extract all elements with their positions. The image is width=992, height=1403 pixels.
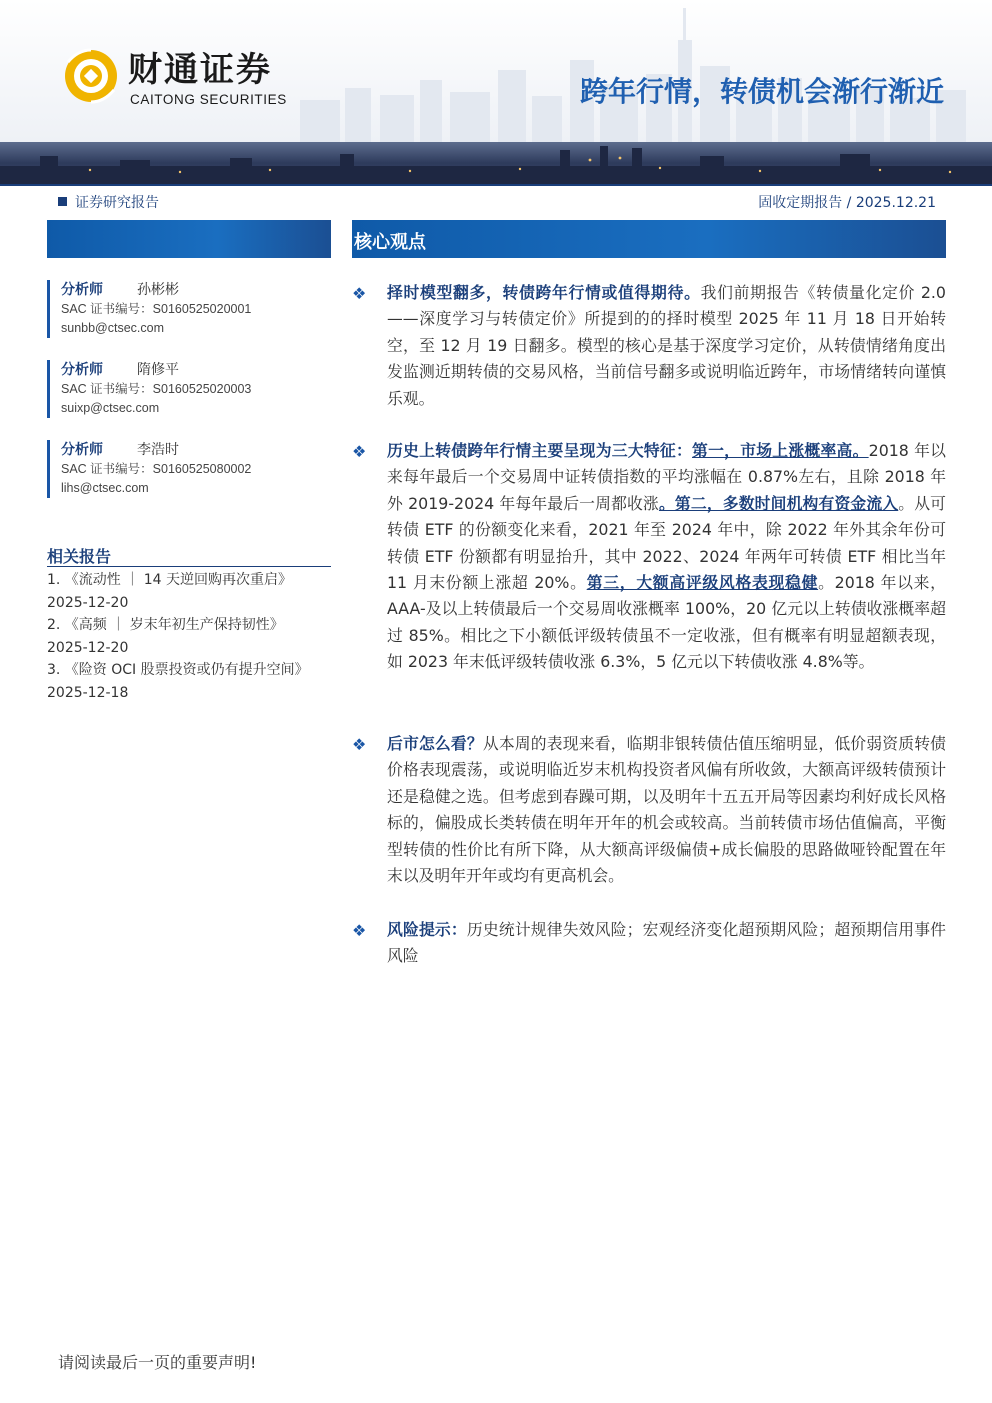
core-point-risk [352,917,946,970]
related-report-link[interactable]: 2. 《高频 ｜ 岁末年初生产保持韧性》 [47,617,284,633]
point-body: 从本周的表现来看，临期非银转债估值压缩明显，低价弱资质转债价格表现震荡，或说明临近岁末机构投资者风偏有所收敛，大额高评级转债预计还是稳健之选。但考虑到春躁可期，以及明年十五五开局等因素均利好成长风格标的，偏股成长类转债在明年开年的机会或较高。当前转债市场估值偏高，平衡型转债的性价比有所下降，从大额高评级偏债+成长偏股的思路做哑铃配置在年末以及明年开年或均有更高机会。 [387,734,946,886]
report-title: 跨年行情，转债机会渐行渐近 [579,75,944,108]
related-report-date: 2025-12-20 [47,639,129,656]
logo-name-en: CAITONG SECURITIES [130,92,287,107]
core-point-outlook [352,731,946,889]
analyst-email[interactable]: lihs@ctsec.com [61,481,149,495]
diamond-cluster-icon: ❖ [352,442,367,461]
sidebar-header-bar [47,220,331,258]
core-point-historical-features [352,438,946,676]
point-body: 。2018 年以来，AAA-及以上转债最后一个交易周收涨概率 100%，20 亿元以上转债收涨概率超过 85%。相比之下小额低评级转债虽不一定收涨，但有概率有明显超额表现，如 2023 年末低评级转债收涨 6.3%，5 亿元以下转债收涨 4.8%等。 [387,573,946,672]
analyst-name: 孙彬彬 [137,282,179,298]
analyst-name: 李浩时 [137,442,179,458]
analyst-name: 隋修平 [137,362,179,378]
caitong-coin-logo-icon [62,44,120,108]
core-section-bar [352,220,946,258]
diamond-cluster-icon: ❖ [352,735,367,754]
point-body: 历史统计规律失效风险；宏观经济变化超预期风险；超预期信用事件风险 [387,920,946,966]
report-category-label: 证券研究报告 [75,195,159,211]
related-reports-list [47,569,331,704]
core-point-timing-model [352,280,946,412]
report-type-date: 固收定期报告 / 2025.12.21 [758,195,936,211]
point-body: 我们前期报告《转债量化定价 2.0——深度学习与转债定价》所提到的的择时模型 2025 年 11 月 18 日开始转空，至 12 月 19 日翻多。模型的核心是基于深度学习定价，从转债情绪角度出发监测近期转债的交易风格，当前信号翻多或说明临近跨年，市场情绪转向谨慎乐观。 [387,283,946,408]
related-report-link[interactable]: 3. 《险资 OCI 股票投资或仍有提升空间》 [47,662,309,678]
core-section-title: 核心观点 [354,232,426,253]
square-bullet-icon [58,197,67,206]
related-report-date: 2025-12-18 [47,684,129,701]
analyst-sac: SAC 证书编号：S0160525020003 [61,382,252,396]
analyst-role: 分析师 [61,442,103,458]
analyst-card [47,440,345,498]
analyst-card [47,280,345,338]
related-reports-divider [47,566,331,567]
analyst-email[interactable]: suixp@ctsec.com [61,401,160,415]
point-body: 2018 年以来每年最后一个交易周中证转债指数的平均涨幅在 0.87%左右，且除 2018 年外 2019-2024 年每年最后一周都收涨 [387,441,946,513]
analyst-card [47,360,345,418]
point-heading: 择时模型翻多，转债跨年行情或值得期待。 [387,283,701,302]
feature-two: 。第二，多数时间机构有资金流入 [658,493,899,513]
point-heading: 后市怎么看？ [387,734,483,753]
analyst-role: 分析师 [61,362,103,378]
diamond-cluster-icon: ❖ [352,921,367,940]
feature-one: 第一，市场上涨概率高。 [692,441,869,460]
analyst-sac: SAC 证书编号：S0160525020001 [61,302,252,316]
related-reports-title: 相关报告 [47,547,112,566]
feature-three: 第三，大额高评级风格表现稳健 [586,573,819,593]
diamond-cluster-icon: ❖ [352,284,367,303]
page-header [0,0,992,190]
logo-name-cn: 财通证券 [128,50,272,90]
report-category [58,192,159,212]
disclaimer-note: 请阅读最后一页的重要声明! [58,1353,257,1372]
analyst-role: 分析师 [61,282,103,298]
analyst-sac: SAC 证书编号：S0160525080002 [61,462,252,476]
point-heading: 风险提示： [387,920,467,939]
related-report-link[interactable]: 1. 《流动性 ｜ 14 天逆回购再次重启》 [47,572,292,588]
related-report-date: 2025-12-20 [47,594,129,611]
point-heading: 历史上转债跨年行情主要呈现为三大特征： [387,441,693,460]
analyst-email[interactable]: sunbb@ctsec.com [61,321,165,335]
point-body: 。从可转债 ETF 的份额变化来看，2021 年至 2024 年中，除 2022 年外其余年份可转债 ETF 份额都有明显抬升，其中 2022、2024 年两年可转债 ETF 相比当年 11 月末份额上涨超 20%。 [387,493,946,593]
